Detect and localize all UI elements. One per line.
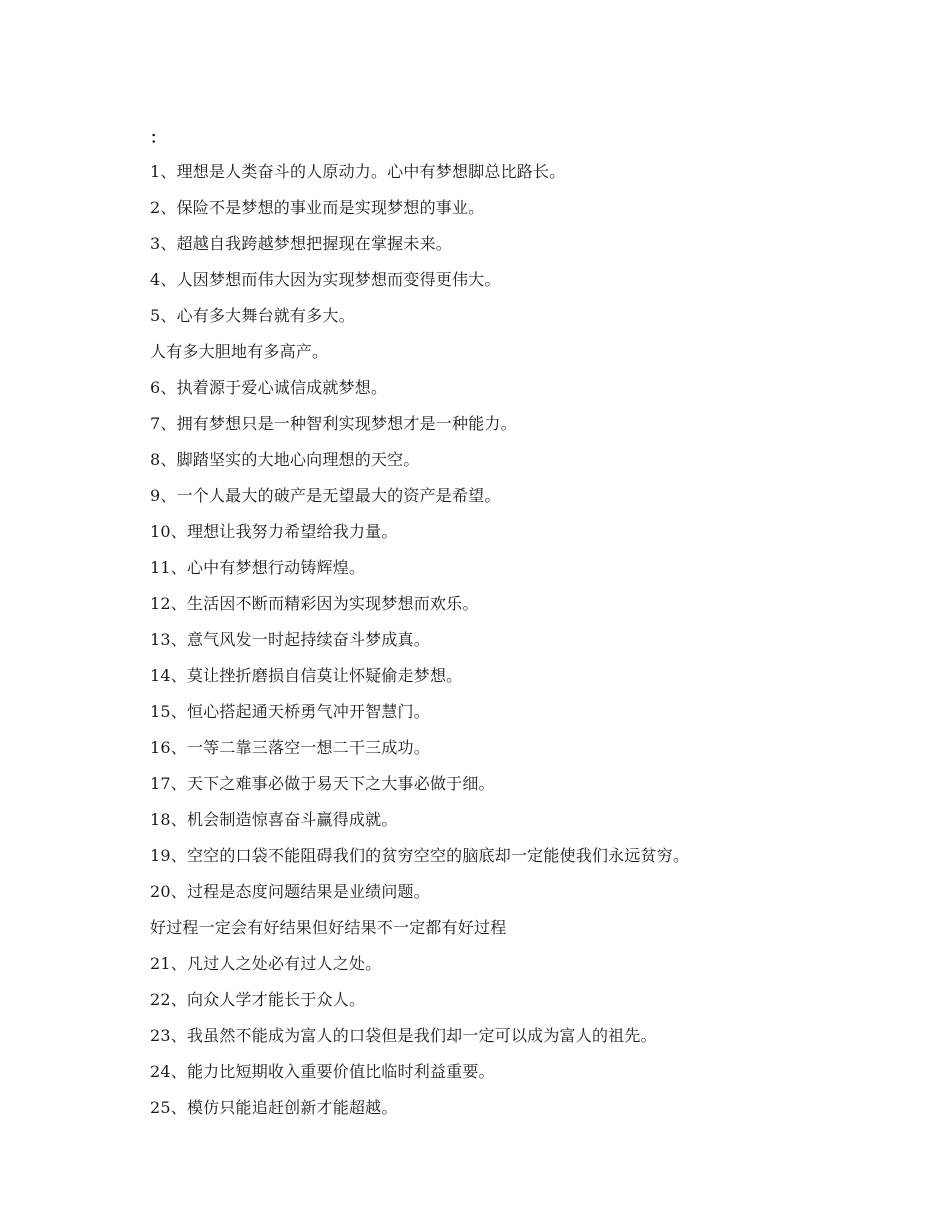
- quote-line-20-continuation: 好过程一定会有好结果但好结果不一定都有好过程: [150, 918, 507, 937]
- leading-colon: ：: [150, 128, 167, 147]
- quote-line-21: 21、凡过人之处必有过人之处。: [150, 954, 382, 973]
- quote-line-5: 5、心有多大舞台就有多大。: [150, 306, 355, 325]
- quote-line-25: 25、模仿只能追赶创新才能超越。: [150, 1098, 398, 1117]
- quote-line-11: 11、心中有梦想行动铸辉煌。: [150, 558, 366, 577]
- quote-line-14: 14、莫让挫折磨损自信莫让怀疑偷走梦想。: [150, 666, 463, 685]
- quote-line-17: 17、天下之难事必做于易天下之大事必做于细。: [150, 774, 495, 793]
- quote-line-18: 18、机会制造惊喜奋斗赢得成就。: [150, 810, 398, 829]
- quote-line-1: 1、理想是人类奋斗的人原动力。心中有梦想脚总比路长。: [150, 162, 566, 181]
- quote-line-8: 8、脚踏坚实的大地心向理想的天空。: [150, 450, 420, 469]
- quote-line-20: 20、过程是态度问题结果是业绩问题。: [150, 882, 430, 901]
- quote-line-12: 12、生活因不断而精彩因为实现梦想而欢乐。: [150, 594, 479, 613]
- quote-line-3: 3、超越自我跨越梦想把握现在掌握未来。: [150, 234, 452, 253]
- quote-line-6: 6、执着源于爱心诚信成就梦想。: [150, 378, 388, 397]
- quote-line-9: 9、一个人最大的破产是无望最大的资产是希望。: [150, 486, 501, 505]
- quote-line-13: 13、意气风发一时起持续奋斗梦成真。: [150, 630, 430, 649]
- quote-line-4: 4、人因梦想而伟大因为实现梦想而变得更伟大。: [150, 270, 501, 289]
- quote-line-10: 10、理想让我努力希望给我力量。: [150, 522, 398, 541]
- quote-line-19: 19、空空的口袋不能阻碍我们的贫穷空空的脑底却一定能使我们永远贫穷。: [150, 846, 690, 865]
- quote-line-7: 7、拥有梦想只是一种智利实现梦想才是一种能力。: [150, 414, 517, 433]
- quote-line-2: 2、保险不是梦想的事业而是实现梦想的事业。: [150, 198, 485, 217]
- quote-line-16: 16、一等二靠三落空一想二干三成功。: [150, 738, 430, 757]
- document-body: [150, 122, 870, 1126]
- quote-line-23: 23、我虽然不能成为富人的口袋但是我们却一定可以成为富人的祖先。: [150, 1026, 657, 1045]
- quote-line-15: 15、恒心搭起通天桥勇气冲开智慧门。: [150, 702, 430, 721]
- quote-line-5-continuation: 人有多大胆地有多高产。: [150, 342, 329, 361]
- quote-line-24: 24、能力比短期收入重要价值比临时利益重要。: [150, 1062, 495, 1081]
- quote-line-22: 22、向众人学才能长于众人。: [150, 990, 366, 1009]
